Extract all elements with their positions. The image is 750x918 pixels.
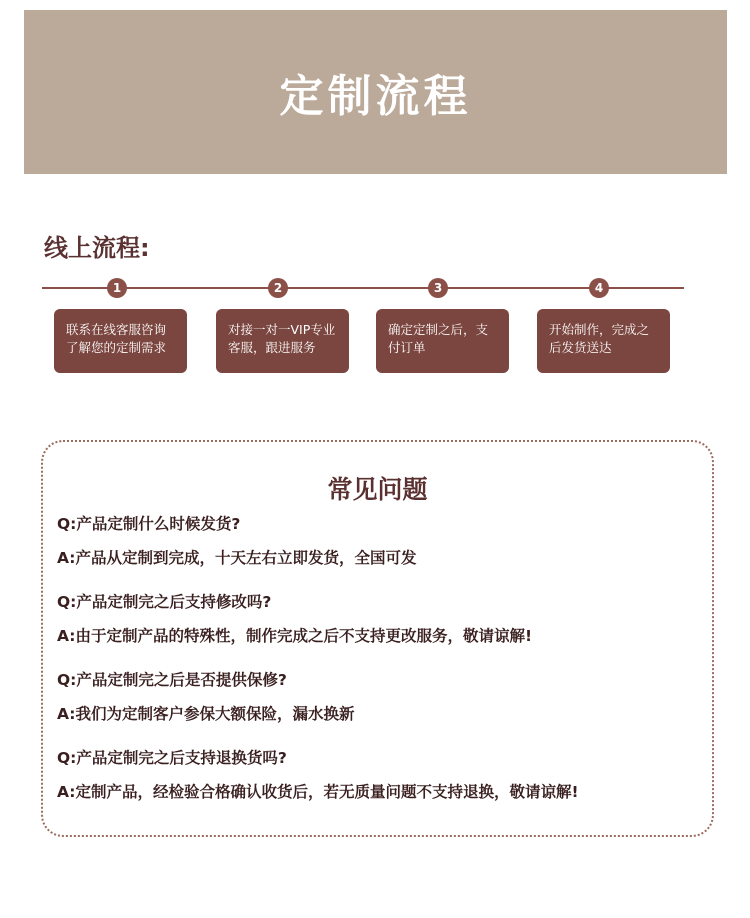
step-card-3: 确定定制之后，支付订单 [376,309,509,373]
step-number-3: 3 [428,278,448,298]
step-card-4: 开始制作，完成之后发货送达 [537,309,670,373]
faq-item-4 [57,746,579,802]
header-banner [24,10,727,174]
faq-item-3 [57,668,354,724]
faq-answer: A:定制产品，经检验合格确认收货后，若无质量问题不支持退换，敬请谅解! [57,783,579,801]
online-process-title: 线上流程: [44,234,150,262]
step-card-1: 联系在线客服咨询了解您的定制需求 [54,309,187,373]
step-card-2: 对接一对一VIP专业客服，跟进服务 [216,309,349,373]
faq-item-2 [57,590,532,646]
faq-title: 常见问题 [327,475,428,504]
step-number-2: 2 [268,278,288,298]
faq-answer: A:产品从定制到完成，十天左右立即发货，全国可发 [57,549,417,567]
faq-question: Q:产品定制完之后支持修改吗? [57,593,272,611]
step-number-1: 1 [107,278,127,298]
faq-answer: A:由于定制产品的特殊性，制作完成之后不支持更改服务，敬请谅解! [57,627,533,645]
timeline-line [42,287,684,289]
faq-question: Q:产品定制完之后支持退换货吗? [57,749,287,767]
faq-question: Q:产品定制完之后是否提供保修? [57,671,287,689]
faq-question: Q:产品定制什么时候发货? [57,515,241,533]
faq-item-1 [57,512,416,568]
banner-title: 定制流程 [279,71,472,122]
step-number-4: 4 [589,278,609,298]
faq-panel [41,440,714,837]
faq-answer: A:我们为定制客户参保大额保险，漏水换新 [57,705,355,723]
